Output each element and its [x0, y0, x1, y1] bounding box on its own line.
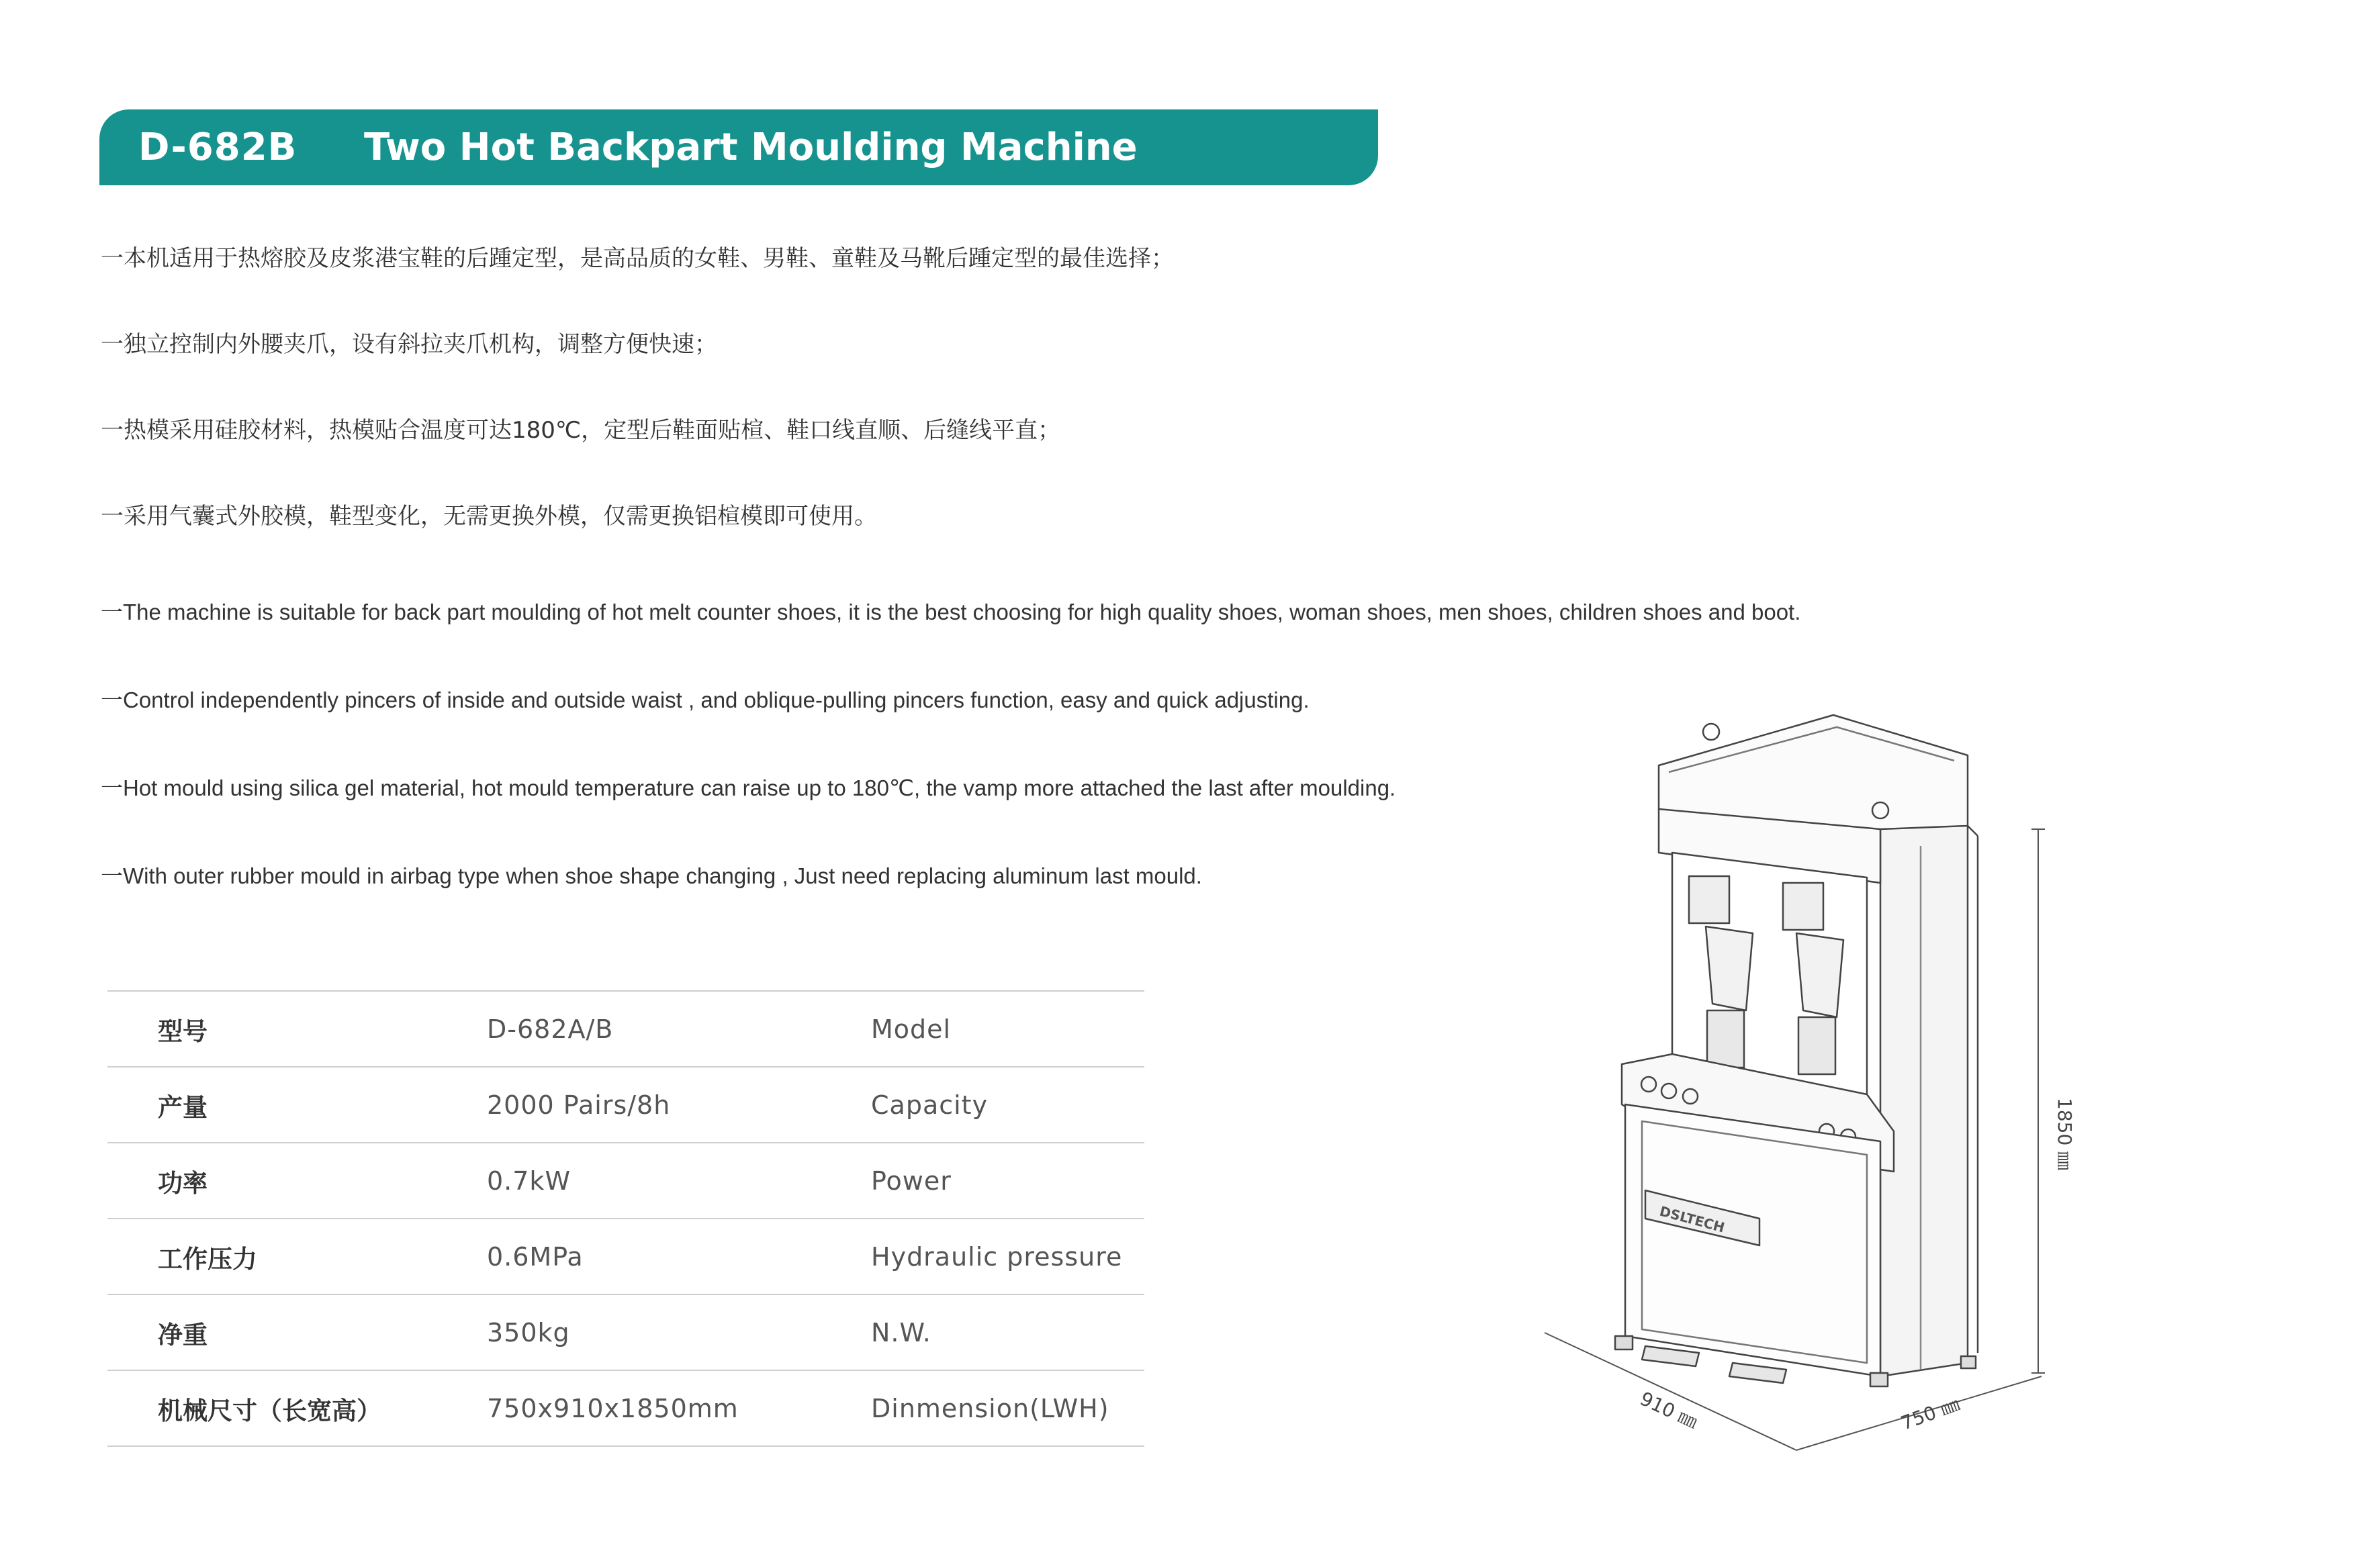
table-row [107, 1067, 1144, 1143]
spec-value: 2000 Pairs/8h [487, 1067, 871, 1143]
spec-value: 0.6MPa [487, 1219, 871, 1294]
dim-depth: 910 ㎜ [1637, 1387, 1701, 1433]
machine-drawing [1531, 702, 2243, 1460]
table-row [107, 1219, 1144, 1294]
spec-value: 750x910x1850mm [487, 1370, 871, 1446]
spec-label-en: Model [871, 991, 1144, 1067]
left-pincer [1689, 876, 1729, 923]
spec-label-zh: 工作压力 [107, 1219, 487, 1294]
feature-en-2: 一Control independently pincers of inside and outside waist , and oblique-pulling pincers function, easy and quick adjusting. [101, 687, 1310, 712]
left-mould [1707, 1010, 1744, 1068]
dim-height: 1850 ㎜ [2054, 1098, 2076, 1171]
spec-table [107, 990, 1144, 1447]
table-row [107, 991, 1144, 1067]
spec-label-zh: 型号 [107, 991, 487, 1067]
feature-zh-3: 一热模采用硅胶材料，热模贴合温度可达180℃，定型后鞋面贴楦、鞋口线直顺、后缝线平直； [101, 417, 1061, 444]
feature-en-3: 一Hot mould using silica gel material, hot mould temperature can raise up to 180℃, the vamp more attached the last after moulding. [101, 775, 1396, 800]
spec-label-zh: 机械尺寸（长宽高） [107, 1370, 487, 1446]
title-banner [99, 109, 1378, 185]
feature-en-4: 一With outer rubber mould in airbag type when shoe shape changing , Just need replacing aluminum last mould. [101, 863, 1202, 888]
spec-label-zh: 功率 [107, 1143, 487, 1219]
feature-zh-2: 一独立控制内外腰夹爪，设有斜拉夹爪机构，调整方便快速； [101, 331, 717, 358]
feature-zh-4: 一采用气囊式外胶模，鞋型变化，无需更换外模，仅需更换铝楦模即可使用。 [101, 503, 877, 530]
table-row [107, 1370, 1144, 1446]
spec-label-en: Power [871, 1143, 1144, 1219]
spec-label-zh: 产量 [107, 1067, 487, 1143]
foot-pedal [1642, 1346, 1699, 1366]
product-title: Two Hot Backpart Moulding Machine [364, 126, 1138, 169]
spec-value: 350kg [487, 1294, 871, 1370]
spec-value: 0.7kW [487, 1143, 871, 1219]
foot-pedal [1729, 1363, 1786, 1383]
dim-width: 750 ㎜ [1898, 1392, 1963, 1435]
spec-label-en: Hydraulic pressure [871, 1219, 1144, 1294]
right-mould [1798, 1017, 1835, 1074]
spec-label-zh: 净重 [107, 1294, 487, 1370]
spec-label-en: N.W. [871, 1294, 1144, 1370]
table-row [107, 1294, 1144, 1370]
spec-value: D-682A/B [487, 991, 871, 1067]
model-code: D-682B [138, 126, 298, 169]
right-pincer [1783, 883, 1823, 930]
spec-label-en: Dinmension(LWH) [871, 1370, 1144, 1446]
feature-zh-1: 一本机适用于热熔胶及皮浆港宝鞋的后踵定型，是高品质的女鞋、男鞋、童鞋及马靴后踵定型的最佳选择； [101, 245, 1174, 272]
feature-en-1: 一The machine is suitable for back part moulding of hot melt counter shoes, it is the best choosing for high quality shoes, woman shoes, men shoes, children shoes and boot. [101, 600, 1801, 624]
machine-side-column [1880, 826, 1968, 1376]
brand-label: DSLTECH [1657, 1202, 1727, 1236]
lifting-ring-icon [1703, 724, 1719, 740]
table-row [107, 1143, 1144, 1219]
spec-label-en: Capacity [871, 1067, 1144, 1143]
